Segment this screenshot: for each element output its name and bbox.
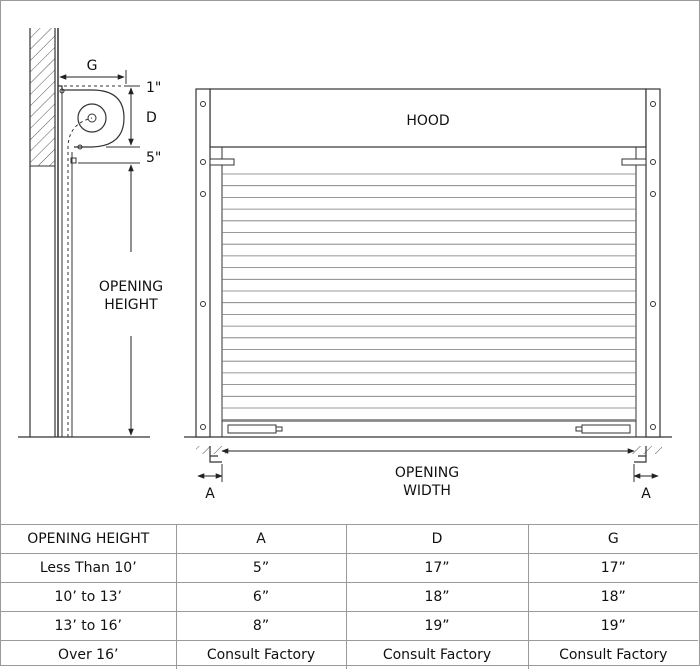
front-elevation-view (184, 89, 672, 502)
opening-height-label-1: OPENING (99, 279, 163, 295)
one-inch-label: 1" (146, 80, 161, 96)
left-guide (196, 89, 210, 437)
g-label: G (87, 58, 98, 74)
table-cell: Less Than 10’ (1, 554, 176, 583)
wall-hatch (30, 28, 55, 166)
table-header-cell: D (346, 525, 528, 554)
table-cell: Consult Factory (346, 641, 528, 669)
hood-label: HOOD (406, 113, 449, 129)
bottom-bar-lock-left-tip (276, 427, 282, 431)
table-cell: 6” (176, 583, 346, 612)
table-row (1, 554, 698, 583)
table-cell: 18” (346, 583, 528, 612)
curtain-slats (222, 174, 636, 420)
table-cell: 19” (528, 612, 698, 641)
d-label: D (146, 110, 157, 126)
bottom-bar-lock-right (582, 425, 630, 433)
right-stop (622, 159, 646, 165)
table-header-cell: OPENING HEIGHT (1, 525, 176, 554)
table-header-cell: G (528, 525, 698, 554)
bottom-bar-lock-right-tip (576, 427, 582, 431)
table-row (1, 641, 698, 669)
table-cell: 17” (346, 554, 528, 583)
table-header-cell: A (176, 525, 346, 554)
hood-outline (58, 86, 124, 147)
table-row (1, 583, 698, 612)
table-cell: 5” (176, 554, 346, 583)
clearance-table-body (1, 525, 698, 669)
table-row (1, 612, 698, 641)
opening-height-label-2: HEIGHT (104, 297, 158, 313)
left-stop (210, 159, 234, 165)
table-cell: Consult Factory (528, 641, 698, 669)
side-section-view (18, 28, 163, 437)
table-cell: 10’ to 13’ (1, 583, 176, 612)
table-cell: 18” (528, 583, 698, 612)
bottom-bar-lock-left (228, 425, 276, 433)
a-left-label: A (205, 486, 215, 502)
five-inch-label: 5" (146, 150, 161, 166)
table-cell: 17” (528, 554, 698, 583)
table-cell: 13’ to 16’ (1, 612, 176, 641)
right-floor-hatch (632, 446, 662, 454)
opening-width-label-2: WIDTH (403, 483, 451, 499)
table-header-row (1, 525, 698, 554)
table-cell: 19” (346, 612, 528, 641)
right-guide (646, 89, 660, 437)
table-cell: 8” (176, 612, 346, 641)
a-right-label: A (641, 486, 651, 502)
clearance-table (1, 524, 698, 669)
left-floor-hatch (196, 446, 226, 454)
opening-width-label-1: OPENING (395, 465, 459, 481)
table-cell: Over 16’ (1, 641, 176, 669)
table-cell: Consult Factory (176, 641, 346, 669)
